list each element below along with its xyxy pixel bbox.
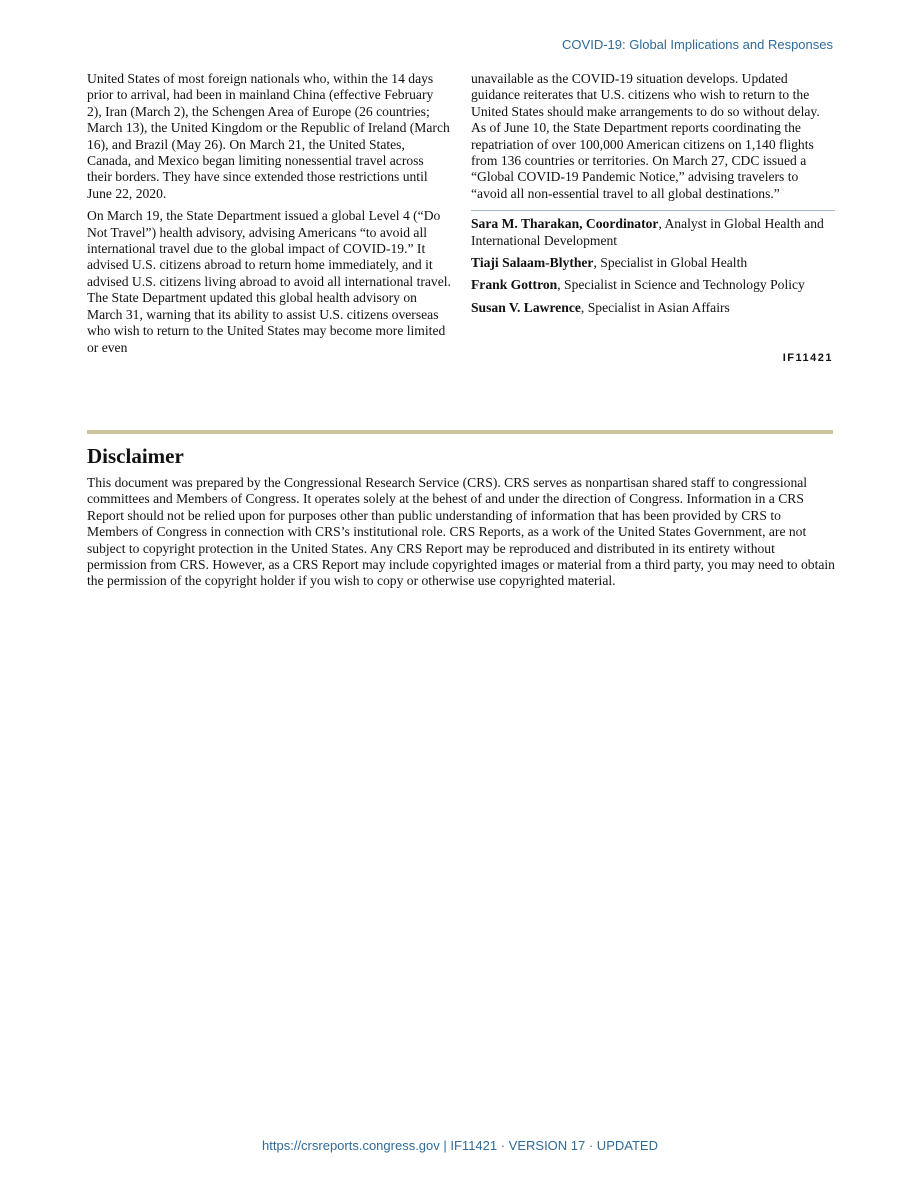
disclaimer-body: This document was prepared by the Congressional Research Service (CRS). CRS serves as nonpartisan shared staff to congressional committees and Members of Congress. It operates solely at the behest of and under the direction of Congress. Information in a CRS Report should not be relied upon for purposes other than public understanding of information that has been provided by CRS to Members of Congress in connection with CRS’s institutional role. CRS Reports, as a work of the United States Government, are not subject to copyright protection in the United States. Any CRS Report may be reproduced and distributed in its entirety without permission from CRS. However, as a CRS Report may include copyrighted images or material from a third party, you may need to obtain the permission of the copyright holder if you wish to copy or otherwise use copyrighted material. — [87, 475, 835, 589]
author-role: , Analyst in Global Health and International Development — [471, 216, 824, 248]
author-list — [471, 210, 835, 316]
page-footer: https://crsreports.congress.gov | IF11421 · VERSION 17 · UPDATED — [262, 1138, 658, 1153]
author-role: , Specialist in Science and Technology Policy — [557, 277, 805, 293]
body-paragraph: On March 19, the State Department issued a global Level 4 (“Do Not Travel”) health advisory, advising Americans “to avoid all international travel due to the global impact of COVID-19.” It advised U.S. citizens abroad to return home immediately, and it advised U.S. citizens living abroad to avoid all international travel. The State Department updated this global health advisory on March 31, warning that its ability to assist U.S. citizens overseas who wish to return to the United States may become more limited or even — [87, 208, 451, 355]
section-divider — [87, 430, 833, 434]
author-entry — [471, 277, 835, 293]
right-column — [471, 71, 835, 322]
author-entry — [471, 300, 835, 316]
author-role: , Specialist in Global Health — [593, 255, 748, 271]
author-name: Susan V. Lawrence — [471, 299, 581, 315]
running-header-title: COVID-19: Global Implications and Responses — [562, 37, 833, 52]
body-paragraph: unavailable as the COVID-19 situation develops. Updated guidance reiterates that U.S. citizens who wish to return to the United States should make arrangements to do so without delay. As of June 10, the State Department reports coordinating the repatriation of over 100,000 American citizens on 1,140 flights from 136 countries or territories. On March 27, CDC issued a “Global COVID-19 Pandemic Notice,” advising travelers to “avoid all non-essential travel to all global destinations.” — [471, 71, 820, 201]
product-code: IF11421 — [782, 352, 833, 364]
author-name: Tiaji Salaam-Blyther — [471, 255, 594, 271]
body-paragraph: United States of most foreign nationals who, within the 14 days prior to arrival, had been in mainland China (effective February 2), Iran (March 2), the Schengen Area of Europe (26 countries; March 13), the United Kingdom or the Republic of Ireland (March 16), and Brazil (May 26). On March 21, the United States, Canada, and Mexico began limiting nonessential travel across their borders. They have since extended those restrictions until June 22, 2020. — [87, 71, 450, 201]
author-name: Sara M. Tharakan, Coordinator — [471, 216, 659, 232]
disclaimer-title: Disclaimer — [87, 444, 184, 468]
author-name: Frank Gottron — [471, 277, 558, 293]
left-column — [87, 71, 451, 362]
author-entry — [471, 216, 835, 249]
author-role: , Specialist in Asian Affairs — [580, 299, 730, 315]
author-entry — [471, 255, 835, 271]
